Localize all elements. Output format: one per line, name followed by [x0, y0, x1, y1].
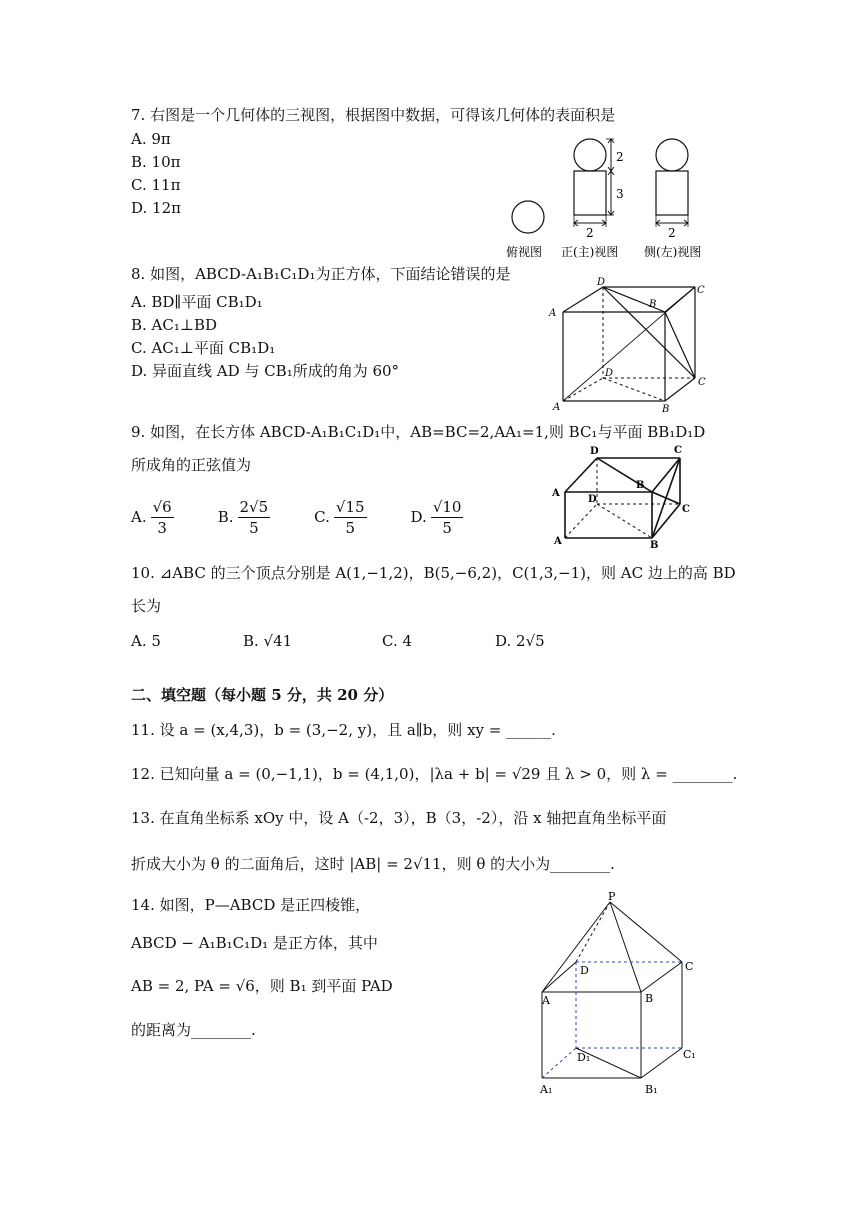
q14-pyramid-cube-figure: [528, 888, 708, 1103]
q14-label-p: P: [608, 890, 616, 903]
q9-label-a1: A: [552, 488, 560, 499]
q9-label-b1: B: [636, 480, 645, 491]
q9-label-a: A: [554, 536, 562, 547]
q9-option-a-frac: [151, 497, 174, 538]
q8-label-d1: D: [597, 277, 606, 288]
q14-line2: ABCD − A₁B₁C₁D₁ 是正方体，其中: [131, 934, 378, 952]
label-front-view: 正(主)视图: [561, 245, 619, 259]
label-top-view: 俯视图: [506, 245, 543, 259]
front-view-circle: [574, 139, 606, 171]
q10-option-d: D. 2√5: [495, 632, 545, 650]
q8-label-a1: A: [549, 308, 557, 319]
q9-option-b-num: 2√5: [239, 497, 269, 516]
q7-option-d: D. 12π: [131, 199, 181, 217]
dim-side: 3: [616, 187, 624, 201]
q13-line2: 折成大小为 θ 的二面角后，这时 |AB| = 2√11，则 θ 的大小为________.: [131, 855, 615, 873]
q9-stem-line1: 9. 如图，在长方体 ABCD-A₁B₁C₁D₁中，AB=BC=2,AA₁=1,则 BC₁与平面 BB₁D₁D: [131, 423, 706, 441]
q14-line3: AB = 2, PA = √6，则 B₁ 到平面 PAD: [131, 977, 393, 995]
q9-option-b-frac: [238, 497, 271, 538]
q9-option-c-den: 5: [345, 518, 355, 537]
q9-option-c-frac: [334, 497, 367, 538]
q10-option-b: B. √41: [243, 632, 293, 650]
q11-text: 11. 设 a = (x,4,3)，b = (3,−2, y)，且 a∥b，则 xy = ______.: [131, 721, 556, 739]
q9-option-a-letter: A.: [131, 508, 147, 526]
label-side-view: 侧(左)视图: [644, 245, 702, 259]
q10-stem-line1: 10. ⊿ABC 的三个顶点分别是 A(1,−1,2)，B(5,−6,2)，C(1,3,−1)，则 AC 边上的高 BD: [131, 564, 736, 582]
q9-option-a-num: √6: [152, 497, 172, 516]
q8-label-a: A: [553, 402, 561, 413]
q12-text: 12. 已知向量 a = (0,−1,1)，b = (4,1,0)，|λa + b| = √29 且 λ > 0，则 λ = ________.: [131, 765, 738, 783]
q9-options-row: [131, 494, 467, 540]
q8-label-c1: C: [697, 285, 705, 296]
q10-option-a: A. 5: [131, 632, 161, 650]
dim-w1: 2: [586, 226, 594, 240]
q8-option-c: C. AC₁⊥平面 CB₁D₁: [131, 339, 276, 357]
front-view-rect: [574, 171, 606, 215]
q9-option-c-letter: C.: [314, 508, 330, 526]
q8-cube-figure: [545, 275, 715, 420]
q9-label-b: B: [650, 540, 659, 551]
q7-option-c: C. 11π: [131, 176, 181, 194]
q8-option-a: A. BD∥平面 CB₁D₁: [131, 293, 263, 311]
top-view-circle: [512, 201, 544, 233]
q9-option-d-letter: D.: [410, 508, 427, 526]
q9-label-d: D: [588, 494, 597, 505]
q8-stem: 8. 如图，ABCD-A₁B₁C₁D₁为正方体，下面结论错误的是: [131, 265, 511, 283]
dim-top: 2: [616, 150, 624, 164]
q9-label-c1: C: [674, 445, 682, 456]
q7-option-b: B. 10π: [131, 153, 181, 171]
q14-label-c1: C₁: [683, 1048, 696, 1061]
side-view-rect: [656, 171, 688, 215]
q14-label-d1: D₁: [577, 1051, 591, 1064]
q14-line4: 的距离为________.: [131, 1021, 256, 1039]
q10-option-c: C. 4: [382, 632, 413, 650]
q13-line1: 13. 在直角坐标系 xOy 中，设 A（-2，3），B（3，-2），沿 x 轴把直角坐标平面: [131, 809, 667, 827]
side-view-circle: [656, 139, 688, 171]
q9-option-d-den: 5: [442, 518, 452, 537]
q14-label-b1: B₁: [645, 1083, 658, 1096]
q9-stem-line2: 所成角的正弦值为: [131, 456, 252, 474]
dim-w2: 2: [668, 226, 676, 240]
q8-label-b1: B: [649, 299, 657, 310]
q14-label-d: D: [580, 964, 589, 977]
q9-option-c-num: √15: [335, 497, 365, 516]
q8-label-b: B: [662, 404, 670, 415]
q14-label-c: C: [685, 960, 694, 973]
section-title-fill-in: 二、填空题（每小题 5 分，共 20 分）: [131, 686, 394, 704]
q14-label-b: B: [645, 992, 654, 1005]
q9-option-b-den: 5: [249, 518, 259, 537]
q9-cuboid-figure: [550, 440, 695, 551]
q7-option-a: A. 9π: [131, 130, 171, 148]
q14-label-a1: A₁: [540, 1083, 553, 1096]
q14-line1: 14. 如图，P—ABCD 是正四棱锥，: [131, 896, 371, 914]
q10-stem-line2: 长为: [131, 597, 162, 615]
q9-option-d-frac: [431, 497, 464, 538]
q8-label-c: C: [698, 377, 706, 388]
q8-option-d: D. 异面直线 AD 与 CB₁所成的角为 60°: [131, 362, 400, 380]
q14-label-a: A: [542, 994, 550, 1007]
q8-option-b: B. AC₁⊥BD: [131, 316, 218, 334]
q7-three-view-figure: [500, 130, 730, 265]
q8-label-d: D: [605, 368, 614, 379]
q9-label-d1: D: [590, 446, 599, 457]
q9-option-b-letter: B.: [217, 508, 234, 526]
q9-label-c: C: [682, 504, 690, 515]
q9-option-a-den: 3: [157, 518, 167, 537]
q9-option-d-num: √10: [432, 497, 462, 516]
q7-stem: 7. 右图是一个几何体的三视图，根据图中数据，可得该几何体的表面积是: [131, 106, 616, 124]
